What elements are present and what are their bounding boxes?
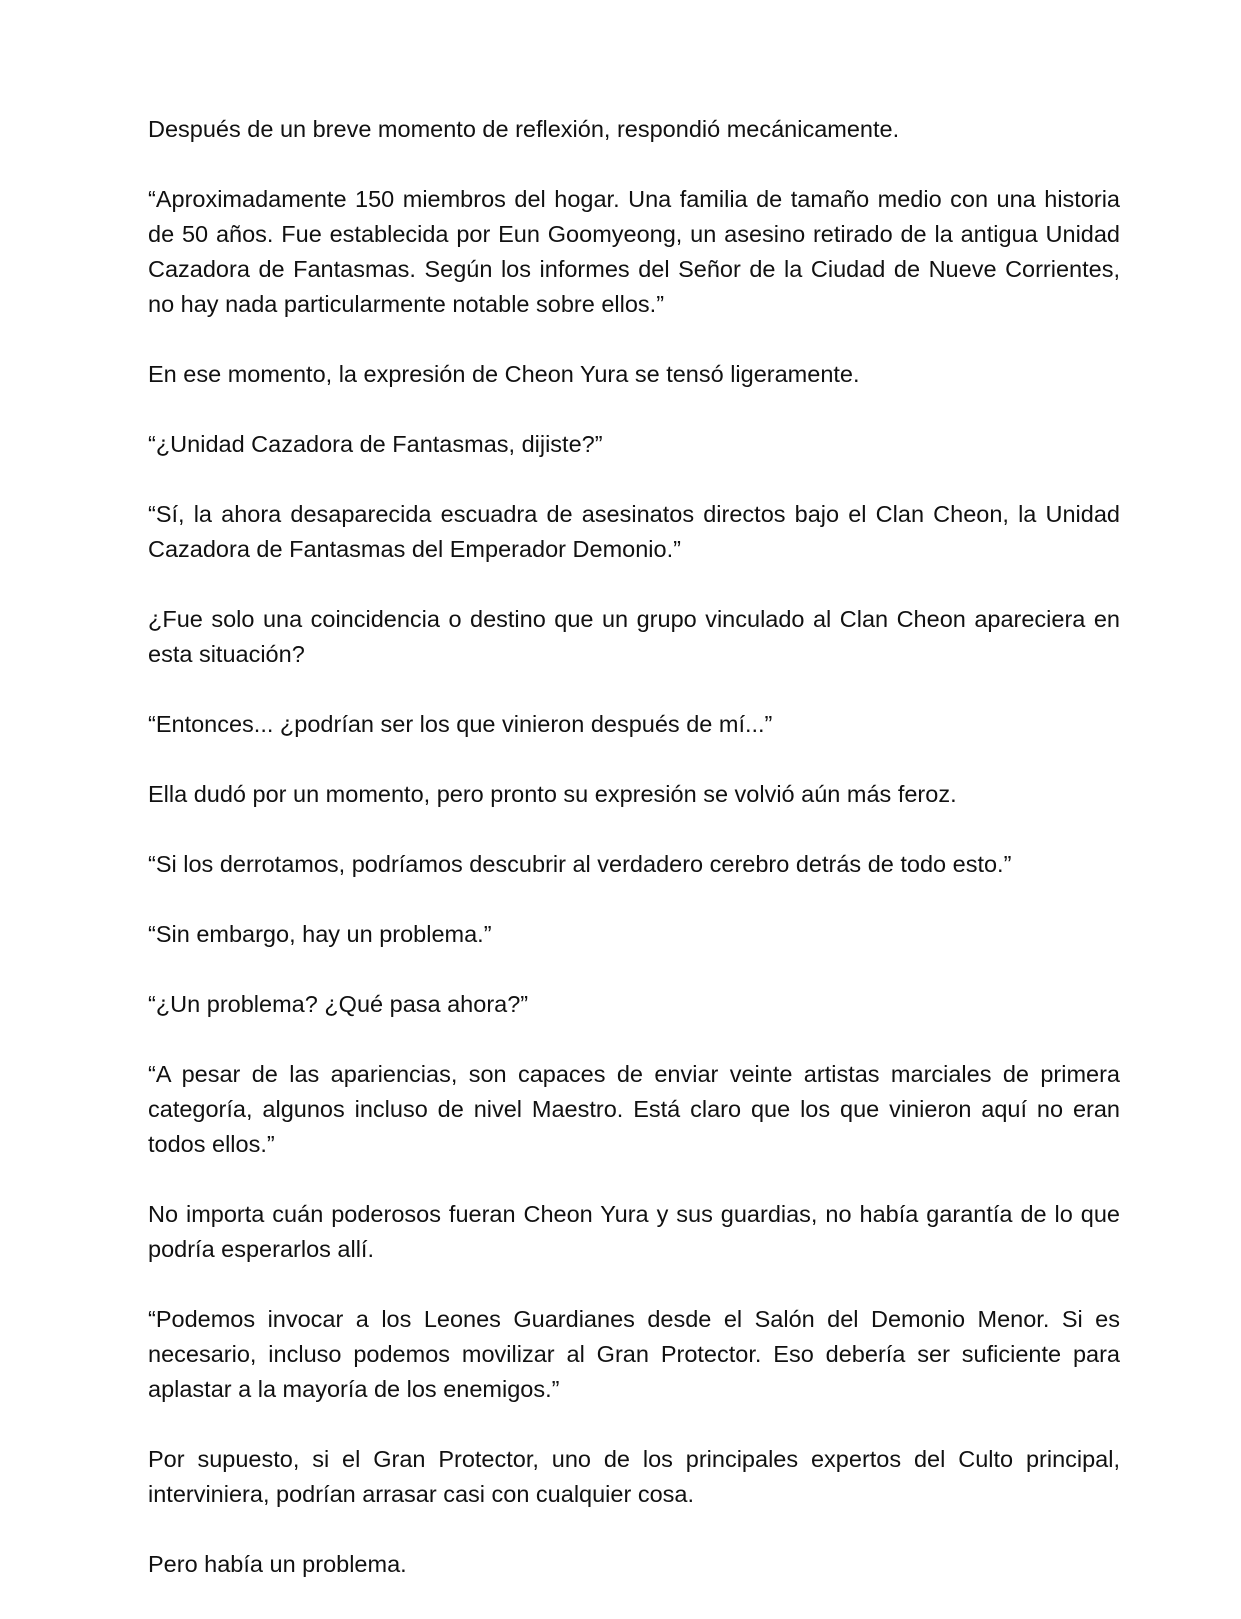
paragraph: “Aproximadamente 150 miembros del hogar. Una familia de tamaño medio con una historia de 50 años. Fue establecida por Eun Goomyeong, un asesino retirado de la antigua Unidad Cazadora de Fantasmas. Según los informes del Señor de la Ciudad de Nueve Corrientes, no hay nada particularmente notable sobre ellos.” xyxy=(148,186,1120,317)
paragraph: “Si los derrotamos, podríamos descubrir al verdadero cerebro detrás de todo esto.” xyxy=(148,851,1012,877)
paragraph: No importa cuán poderosos fueran Cheon Yura y sus guardias, no había garantía de lo que podría esperarlos allí. xyxy=(148,1201,1120,1262)
paragraph: ¿Fue solo una coincidencia o destino que un grupo vinculado al Clan Cheon apareciera en esta situación? xyxy=(148,606,1120,667)
paragraph: Después de un breve momento de reflexión, respondió mecánicamente. xyxy=(148,116,900,142)
paragraph: “A pesar de las apariencias, son capaces de enviar veinte artistas marciales de primera categoría, algunos incluso de nivel Maestro. Está claro que los que vinieron aquí no eran todos ellos.” xyxy=(148,1061,1120,1157)
paragraph: En ese momento, la expresión de Cheon Yura se tensó ligeramente. xyxy=(148,361,860,387)
paragraph: “¿Un problema? ¿Qué pasa ahora?” xyxy=(148,991,529,1017)
paragraph: “Entonces... ¿podrían ser los que vinieron después de mí...” xyxy=(148,711,773,737)
paragraph: “Sí, la ahora desaparecida escuadra de asesinatos directos bajo el Clan Cheon, la Unidad Cazadora de Fantasmas del Emperador Demonio.” xyxy=(148,501,1120,562)
paragraph: Ella dudó por un momento, pero pronto su expresión se volvió aún más feroz. xyxy=(148,781,957,807)
paragraph: Pero había un problema. xyxy=(148,1551,407,1577)
paragraph: “Podemos invocar a los Leones Guardianes desde el Salón del Demonio Menor. Si es necesario, incluso podemos movilizar al Gran Protector. Eso debería ser suficiente para aplastar a la mayoría de los enemigos.” xyxy=(148,1306,1120,1402)
paragraph: “Sin embargo, hay un problema.” xyxy=(148,921,492,947)
document-page xyxy=(148,112,1120,1582)
paragraph: Por supuesto, si el Gran Protector, uno de los principales expertos del Culto principal, interviniera, podrían arrasar casi con cualquier cosa. xyxy=(148,1446,1120,1507)
paragraph: “¿Unidad Cazadora de Fantasmas, dijiste?” xyxy=(148,431,603,457)
